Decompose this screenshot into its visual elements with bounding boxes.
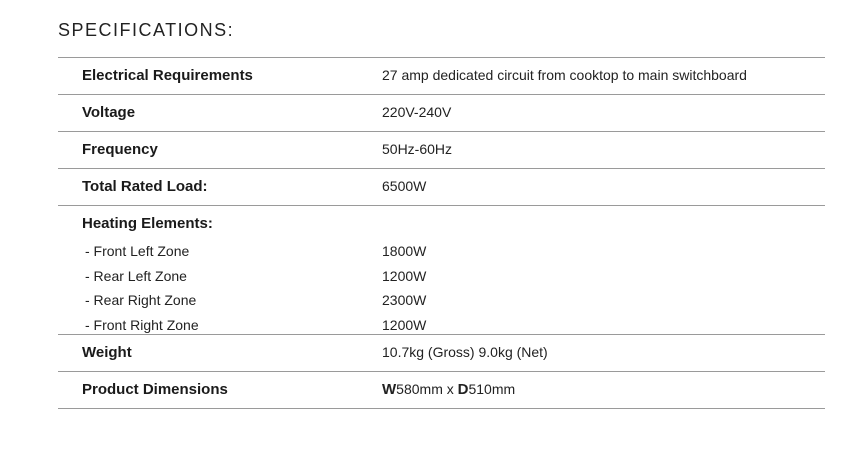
spec-value	[382, 381, 515, 397]
specifications-table	[58, 57, 825, 409]
spec-label: Frequency	[82, 141, 158, 158]
spec-row-dimensions	[58, 372, 825, 409]
spec-label: Heating Elements:	[82, 215, 213, 232]
zone-value: 2300W	[382, 292, 427, 308]
zone-name: - Front Right Zone	[85, 316, 199, 333]
zone-value: 1800W	[382, 243, 427, 259]
spec-label: Weight	[82, 344, 132, 361]
spec-label: Electrical Requirements	[82, 67, 253, 84]
spec-row-electrical	[58, 58, 825, 95]
spec-value: 50Hz-60Hz	[382, 141, 453, 157]
spec-value: 27 amp dedicated circuit from cooktop to main switchboard	[382, 67, 747, 83]
spec-row-voltage	[58, 95, 825, 132]
width-value: 580mm x	[396, 381, 458, 397]
spec-row-frequency	[58, 132, 825, 169]
spec-label: Voltage	[82, 104, 136, 121]
zone-value: 1200W	[382, 316, 427, 333]
spec-row-heating-elements	[58, 206, 825, 335]
spec-label: Total Rated Load:	[82, 178, 208, 195]
spec-value: 6500W	[382, 178, 427, 194]
spec-value: 10.7kg (Gross) 9.0kg (Net)	[382, 344, 548, 360]
spec-label: Product Dimensions	[82, 381, 228, 398]
zone-value: 1200W	[382, 267, 427, 284]
page-title: SPECIFICATIONS:	[58, 20, 235, 40]
zone-name: - Rear Left Zone	[85, 267, 187, 284]
zone-name: - Rear Right Zone	[85, 292, 197, 308]
spec-row-total-load	[58, 169, 825, 206]
depth-value: 510mm	[468, 381, 516, 397]
width-prefix: W	[382, 381, 397, 398]
spec-row-weight	[58, 335, 825, 372]
spec-value: 220V-240V	[382, 104, 452, 120]
zone-name: - Front Left Zone	[85, 243, 190, 259]
depth-prefix: D	[457, 381, 469, 398]
